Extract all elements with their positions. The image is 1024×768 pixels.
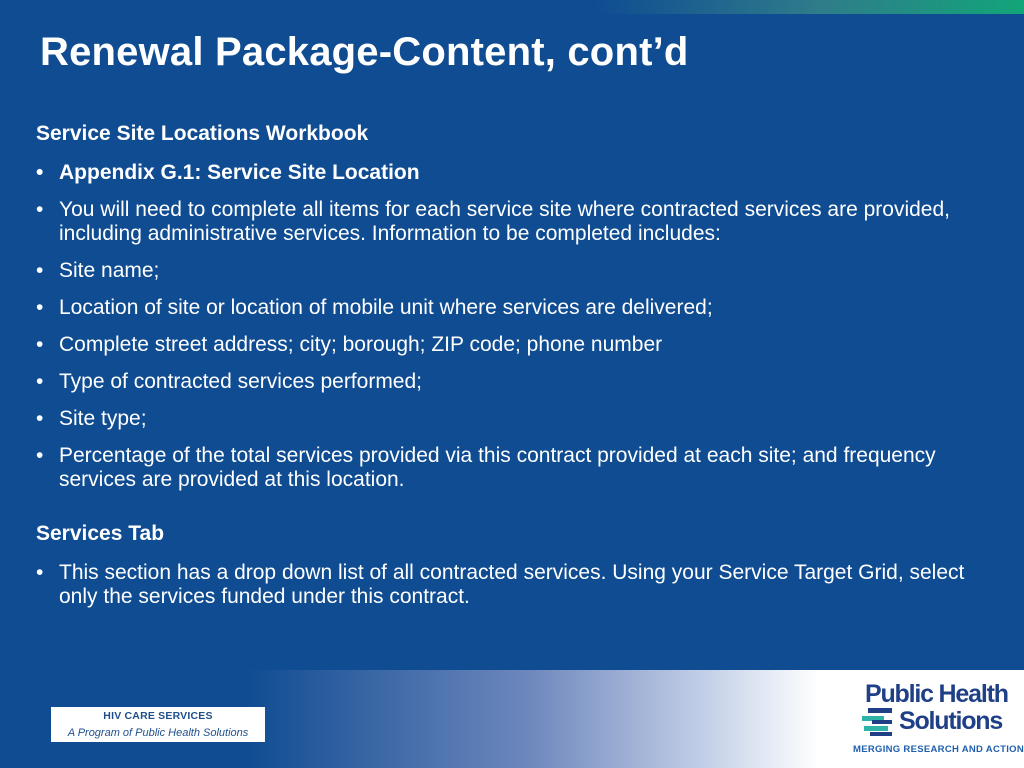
bullet-dot: • [36,161,44,184]
section-services-tab [36,520,996,609]
bullet-text: This section has a drop down list of all contracted services. Using your Service Target Grid, select only the services funded under this contract. [59,561,965,608]
section-heading: Services Tab [36,522,165,545]
phs-logo-line1: Public Health [865,680,1008,708]
section-heading: Service Site Locations Workbook [36,122,369,145]
bullet-item [36,161,996,185]
bullet-item [36,333,996,357]
section-service-site-locations [36,120,996,492]
hiv-care-services-logo [51,707,265,742]
bullet-list [36,561,996,609]
hiv-logo-subtitle: A Program of Public Health Solutions [67,727,249,739]
slide-title: Renewal Package-Content, cont’d [40,30,689,74]
hiv-logo-title: HIV CARE SERVICES [103,710,213,722]
bullet-dot: • [36,198,44,221]
bullet-text: Site name; [59,259,160,282]
bullet-dot: • [36,444,44,467]
phs-logo-line2: Solutions [899,707,1003,735]
bullet-dot: • [36,259,44,282]
bullet-dot: • [36,561,44,584]
bullet-item [36,444,996,492]
bullet-text: Site type; [59,407,147,430]
top-accent-band [0,0,1024,14]
bullet-text: Location of site or location of mobile unit where services are delivered; [59,296,713,319]
bullet-item [36,259,996,283]
bullet-text: Appendix G.1: Service Site Location [59,161,420,184]
bullet-item [36,296,996,320]
bullet-item [36,407,996,431]
bullet-list [36,161,996,492]
bullet-item [36,561,996,609]
bullet-item [36,370,996,394]
bullet-dot: • [36,407,44,430]
public-health-solutions-logo [852,680,1024,760]
slide-content [36,120,996,609]
bullet-text: Type of contracted services performed; [59,370,422,393]
bullet-text: Percentage of the total services provided via this contract provided at each site; and frequency services are provided at this location. [59,444,936,491]
bullet-item [36,198,996,246]
bullet-dot: • [36,296,44,319]
section-spacer [36,492,996,520]
bullet-text: You will need to complete all items for each service site where contracted services are provided, including administrative services. Information to be completed includes: [59,198,950,245]
phs-logo-tagline: MERGING RESEARCH AND ACTION [853,744,1024,755]
bullet-text: Complete street address; city; borough; ZIP code; phone number [59,333,663,356]
bullet-dot: • [36,333,44,356]
phs-logo-mark-icon [862,708,896,738]
bullet-dot: • [36,370,44,393]
